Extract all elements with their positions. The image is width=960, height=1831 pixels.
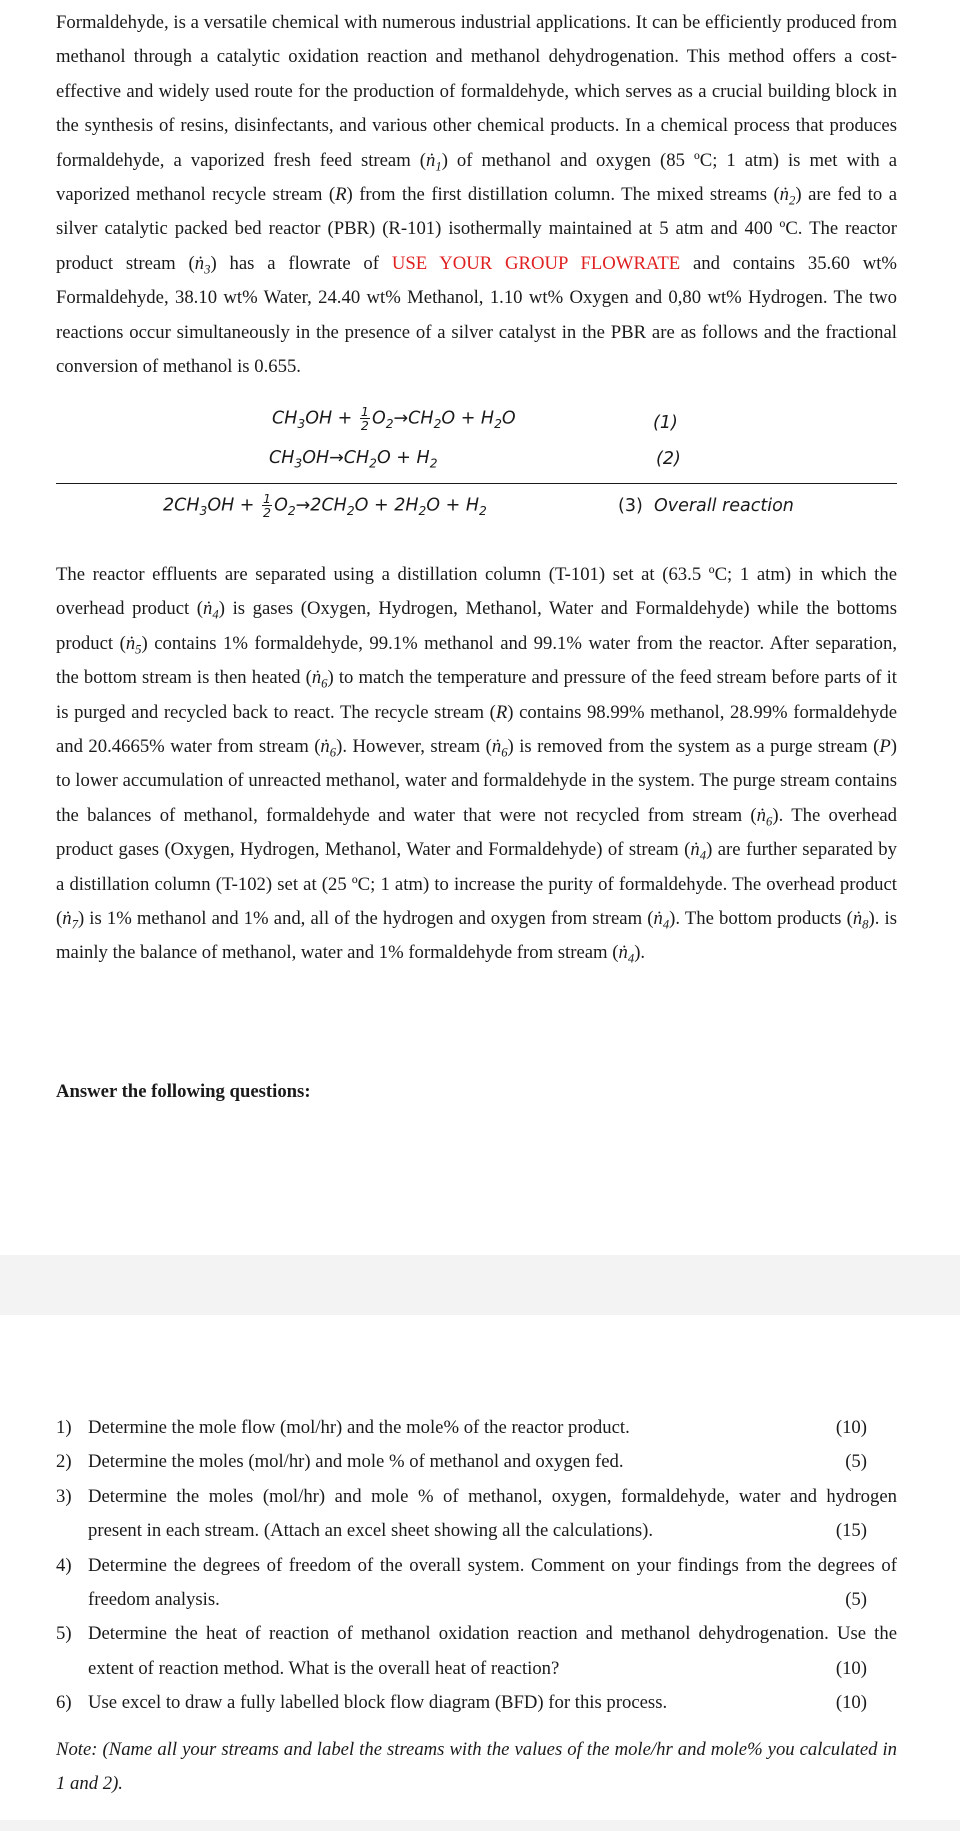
question-marks: (10)	[835, 1692, 867, 1714]
question-2: 2) Determine the moles (mol/hr) and mole % of methanol and oxygen fed. (5)	[56, 1445, 897, 1479]
question-marks: (5)	[845, 1589, 867, 1611]
question-6: 6) Use excel to draw a fully labelled block flow diagram (BFD) for this process. (10)	[56, 1686, 897, 1720]
question-3: 3) Determine the moles (mol/hr) and mole % of methanol, oxygen, formaldehyde, water and hydrogen present in each stream. (Attach an excel sheet showing all the calculations). (15)	[56, 1480, 897, 1549]
questions-heading: Answer the following questions:	[56, 1081, 311, 1102]
reaction-sum-line	[56, 483, 897, 484]
questions-list	[56, 1411, 897, 1721]
reaction-1-number: (1)	[653, 413, 678, 433]
note: Note: (Name all your streams and label the streams with the values of the mole/hr and mole% you calculated in 1 and 2).	[56, 1739, 897, 1795]
question-4: 4) Determine the degrees of freedom of the overall system. Comment on your findings from the degrees of freedom analysis. (5)	[56, 1549, 897, 1618]
page-gap-bottom	[0, 1820, 960, 1831]
reaction-2-equation: $CH_3OH\to CH_2O + H_2$	[269, 448, 438, 471]
separation-paragraph: The reactor effluents are separated using a distillation column (T-101) set at (63.5 ºC; 1 atm) in which the overhead product (ṅ$_4$) is gases (Oxygen, Hydrogen, Methanol, Water and Formaldehyde) while the bottoms product (ṅ$_5$) contains 1% formaldehyde, 99.1% methanol and 99.1% water from the reactor. After separation, the bottom stream is then heated (ṅ$_6$) to match the temperature and pressure of the feed stream before parts of it is purged and recycled back to react. The recycle stream (R) contains 98.99% methanol, 28.99% formaldehyde and 20.4665% water from stream (ṅ$_6$). However, stream (ṅ$_6$) is removed from the system as a purge stream (P) to lower accumulation of unreacted methanol, water and formaldehyde in the system. The purge stream contains the balances of methanol, formaldehyde and water that were not recycled from stream (ṅ$_6$). The overhead product gases (Oxygen, Hydrogen, Methanol, Water and Formaldehyde) of stream (ṅ$_4$) are further separated by a distillation column (T-102) set at (25 ºC; 1 atm) to increase the purity of formaldehyde. The overhead product (ṅ$_7$) is 1% methanol and 1% and, all of the hydrogen and oxygen from stream (ṅ$_4$). The bottom products (ṅ$_8$). is mainly the balance of methanol, water and 1% formaldehyde from stream (ṅ$_4$).	[56, 564, 898, 966]
reaction-2-number: (2)	[656, 449, 681, 469]
question-marks: (10)	[835, 1657, 867, 1679]
intro-paragraph: Formaldehyde, is a versatile chemical with numerous industrial applications. It can be efficiently produced from methanol through a catalytic oxidation reaction and methanol dehydrogenation. This method offers a cost-effective and widely used route for the production of formaldehyde, which serves as a crucial building block in the synthesis of resins, disinfectants, and various other chemical products. In a chemical process that produces formaldehyde, a vaporized fresh feed stream (ṅ$_1$) of methanol and oxygen (85 ºC; 1 atm) is met with a vaporized methanol recycle stream (R) from the first distillation column. The mixed streams (ṅ$_2$) are fed to a silver catalytic packed bed reactor (PBR) (R-101) isothermally maintained at 5 atm and 400 ºC. The reactor product stream (ṅ$_3$) has a flowrate of USE YOUR GROUP FLOWRATE and contains 35.60 wt% Formaldehyde, 38.10 wt% Water, 24.40 wt% Methanol, 1.10 wt% Oxygen and 0,80 wt% Hydrogen. The two reactions occur simultaneously in the presence of a silver catalyst in the PBR are as follows and the fractional conversion of methanol is 0.655.	[56, 12, 897, 378]
reaction-3-equation: $2CH_3OH$ + $\frac{1}{2}$ $O_2\to 2CH_2O + 2H_2O + H_2$	[163, 491, 487, 521]
group-flowrate-highlight: USE YOUR GROUP FLOWRATE	[391, 252, 681, 274]
question-1: 1) Determine the mole flow (mol/hr) and the mole% of the reactor product. (10)	[56, 1411, 897, 1445]
page-gap	[0, 1255, 960, 1315]
question-marks: (5)	[845, 1451, 867, 1473]
reaction-1-equation: $CH_3OH$ + $\frac{1}{2}$ $O_2\to CH_2O + H_2O$	[272, 404, 516, 434]
reaction-3-number: (3) Overall reaction	[618, 496, 794, 516]
question-5: 5) Determine the heat of reaction of methanol oxidation reaction and methanol dehydrogenation. Use the extent of reaction method. What is the overall heat of reaction? (10)	[56, 1617, 897, 1686]
question-marks: (10)	[835, 1417, 867, 1438]
question-marks: (15)	[835, 1520, 867, 1542]
